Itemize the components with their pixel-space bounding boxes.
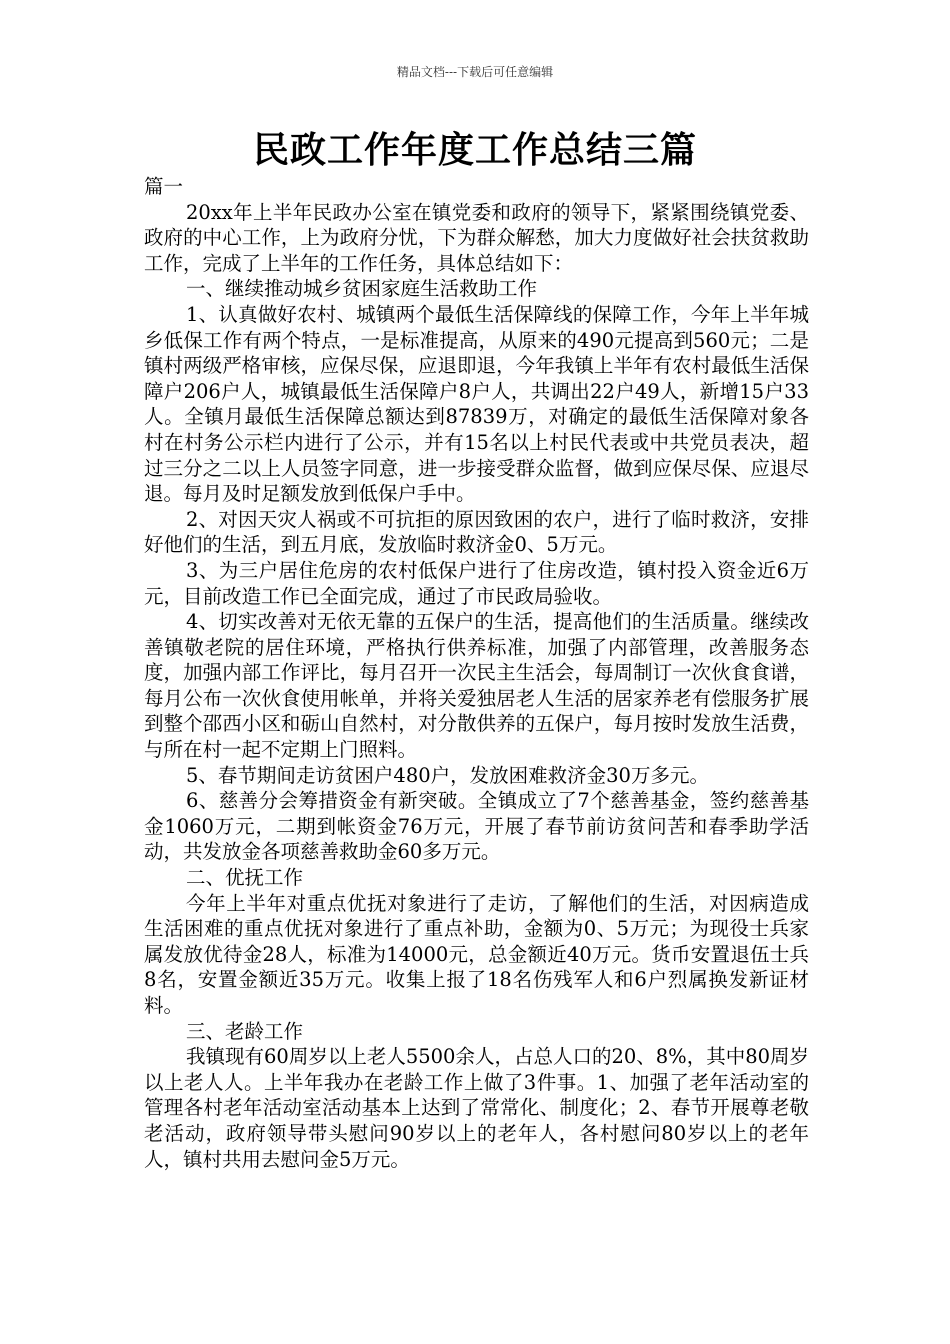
section-heading-3: 三、老龄工作 — [186, 1019, 304, 1043]
paragraph-8: 我镇现有60周岁以上老人5500余人，占总人口的20、8%，其中80周岁以上老人人。上半年我办在老龄工作上做了3件事。1、加强了老年活动室的管理各村老年活动室活动基本上达到了常常化、制度化；2、春节开展尊老敬老活动，政府领导带头慰问90岁以上的老年人，各村慰问80岁以上的老年人，镇村共用去慰问金5万元。 — [144, 1045, 810, 1171]
paragraph-1: 1、认真做好农村、城镇两个最低生活保障线的保障工作，今年上半年城乡低保工作有两个特点，一是标准提高，从原来的490元提高到560元；二是镇村两级严格审核，应保尽保，应退即退，今年我镇上半年有农村最低生活保障户206户人，城镇最低生活保障户8户人，共调出22户49人，新增15户33人。全镇月最低生活保障总额达到87839万，对确定的最低生活保障对象各村在村务公示栏内进行了公示，并有15名以上村民代表或中共党员表决，超过三分之二以上人员签字同意，进一步接受群众监督，做到应保尽保、应退尽退。每月及时足额发放到低保户手中。 — [144, 302, 809, 506]
paragraph-3: 3、为三户居住危房的农村低保户进行了住房改造，镇村投入资金近6万元，目前改造工作已全面完成，通过了市民政局验收。 — [144, 558, 809, 608]
page-header: 精品文档---下载后可任意编辑 — [396, 65, 554, 79]
section-heading-1: 一、继续推动城乡贫困家庭生活救助工作 — [186, 277, 538, 301]
paragraph-7: 今年上半年对重点优抚对象进行了走访，了解他们的生活，对因病造成生活困难的重点优抚对象进行了重点补助，金额为0、5万元；为现役士兵家属发放优待金28人，标准为14000元，总金额近40万元。货币安置退伍士兵8名，安置金额近35万元。收集上报了18名伤残军人和6户烈属换发新证材料。 — [144, 891, 809, 1017]
document-title: 民政工作年度工作总结三篇 — [252, 130, 697, 171]
paragraph-2: 2、对因天灾人祸或不可抗拒的原因致困的农户，进行了临时救济，安排好他们的生活，到五月底，发放临时救济金0、5万元。 — [144, 507, 809, 557]
part-label: 篇一 — [144, 175, 184, 198]
intro-paragraph: 20xx年上半年民政办公室在镇党委和政府的领导下，紧紧围绕镇党委、政府的中心工作，上为政府分忧，下为群众解愁，加大力度做好社会扶贫救助工作，完成了上半年的工作任务，具体总结如下： — [144, 200, 809, 275]
document-body — [144, 174, 809, 1172]
paragraph-4: 4、切实改善对无依无靠的五保户的生活，提高他们的生活质量。继续改善镇敬老院的居住环境，严格执行供养标准，加强了内部管理，改善服务态度，加强内部工作评比，每月召开一次民主生活会，每周制订一次伙食食谱，每月公布一次伙食使用帐单，并将关爱独居老人生活的居家养老有偿服务扩展到整个邵西小区和砺山自然村，对分散供养的五保户，每月按时发放生活费，与所在村一起不定期上门照料。 — [144, 610, 809, 762]
paragraph-5: 5、春节期间走访贫困户480户，发放困难救济金30万多元。 — [186, 763, 709, 787]
section-heading-2: 二、优抚工作 — [186, 866, 304, 890]
paragraph-6: 6、慈善分会筹措资金有新突破。全镇成立了7个慈善基金，签约慈善基金1060万元，二期到帐资金76万元，开展了春节前访贫问苦和春季助学活动，共发放金各项慈善救助金60多万元。 — [144, 789, 809, 864]
